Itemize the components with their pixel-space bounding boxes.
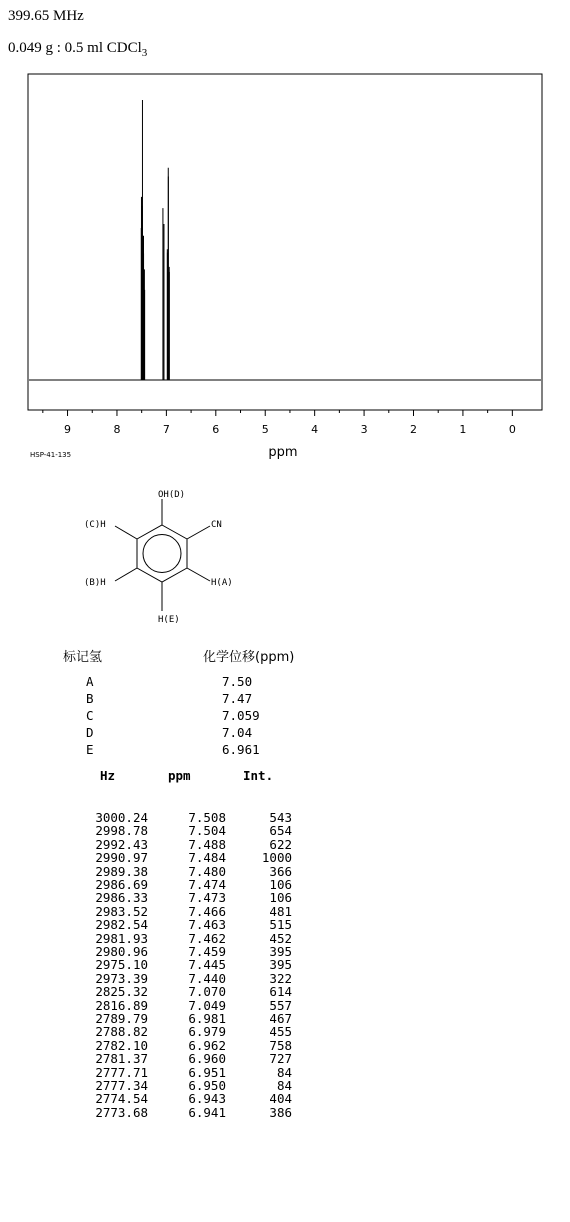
x-tick-label: 4 [311,423,319,436]
ha-bond [187,568,210,581]
peak-hz: 2781.37 [95,1051,148,1067]
peak-hz: 3000.24 [95,810,148,825]
peak-int: 654 [269,823,292,839]
benzene-ring [137,525,187,582]
peak-int: 366 [269,863,292,879]
peak-ppm: 7.474 [188,877,226,892]
x-axis-ticks [43,410,516,436]
peak-hz: 2777.71 [95,1064,148,1080]
peak-int: 481 [269,903,292,919]
peak-ppm: 7.440 [188,970,226,986]
assignment-shift: 7.50 [222,674,253,689]
peak-ppm: 7.480 [188,863,226,879]
peak-hz: 2989.38 [95,863,148,879]
peak-hz: 2975.10 [95,957,148,973]
spectrometer-frequency: 399.65 MHz [8,8,84,24]
peak-int: 543 [269,810,292,825]
peak-lines [141,100,169,380]
peak-ppm: 7.473 [188,890,226,906]
peak-int: 622 [269,836,292,852]
aromatic-circle [143,535,181,573]
peak-ppm: 7.445 [188,957,226,973]
peak-header-ppm: ppm [168,768,191,783]
x-tick-label: 7 [162,423,170,436]
peak-int: 614 [269,984,292,1000]
solvent-text: 0.049 g : 0.5 ml CDCl [8,40,142,56]
peak-hz: 2990.97 [95,850,148,866]
peak-int: 106 [269,877,292,892]
peak-hz: 2774.54 [95,1091,148,1107]
x-tick-label: 5 [261,423,269,436]
assignment-header-shift: 化学位移(ppm) [203,650,295,665]
x-tick-label: 3 [360,423,368,436]
peak-ppm: 7.484 [188,850,226,866]
peak-hz: 2986.69 [95,877,148,892]
peak-header-int: Int. [243,768,274,783]
peak-hz: 2992.43 [95,836,148,852]
peak-ppm: 6.960 [188,1051,226,1067]
peak-int: 557 [269,997,292,1013]
peak-hz: 2986.33 [95,890,148,906]
peak-ppm: 6.962 [188,1037,226,1053]
x-tick-label: 9 [64,423,72,436]
peak-int: 1000 [261,850,292,866]
peak-ppm: 7.070 [188,984,226,1000]
peak-int: 84 [276,1078,292,1093]
peak-hz: 2998.78 [95,823,148,839]
peak-ppm: 7.463 [188,917,226,933]
hb-label: (B)H [84,578,106,588]
peak-hz: 2973.39 [95,970,148,986]
peak-int: 395 [269,944,292,959]
peak-int: 515 [269,917,292,933]
peak-ppm: 7.466 [188,903,226,919]
peak-ppm: 6.941 [188,1104,226,1120]
peak-hz: 2983.52 [95,903,148,919]
peak-ppm: 7.508 [188,810,226,825]
peak-int: 84 [276,1064,292,1080]
peak-int: 404 [269,1091,292,1107]
peak-ppm: 6.951 [188,1064,226,1080]
peak-hz: 2789.79 [95,1011,148,1026]
peak-ppm: 7.488 [188,836,226,852]
peak-hz: 2825.32 [95,984,148,1000]
peak-hz: 2980.96 [95,944,148,959]
assignment-label: C [86,708,94,723]
cn-bond [187,526,210,539]
x-tick-label: 0 [508,423,516,436]
assignment-label: E [86,742,94,757]
peak-ppm: 7.459 [188,944,226,959]
peak-hz: 2777.34 [95,1078,148,1093]
x-tick-label: 8 [113,423,121,436]
peak-hz: 2981.93 [95,930,148,946]
peak-ppm: 7.049 [188,997,226,1013]
ha-label: H(A) [211,578,233,588]
assignment-shift: 7.059 [222,708,260,723]
he-label: H(E) [158,615,180,625]
peak-ppm: 6.943 [188,1091,226,1107]
peak-hz: 2788.82 [95,1024,148,1040]
peak-int: 455 [269,1024,292,1040]
oh-label: OH(D) [158,490,186,500]
peak-int: 452 [269,930,292,946]
peak-hz: 2982.54 [95,917,148,933]
peak-int: 106 [269,890,292,906]
peak-int: 727 [269,1051,292,1067]
molecule-structure [70,485,310,630]
x-axis-label: ppm [268,445,298,460]
peak-ppm: 6.979 [188,1024,226,1040]
x-tick-label: 2 [410,423,417,436]
peak-ppm: 7.462 [188,930,226,946]
peak-int: 395 [269,957,292,973]
assignment-shift: 7.04 [222,725,253,740]
bonds [115,499,210,611]
ring-hexagon [137,525,187,582]
peak-hz: 2816.89 [95,997,148,1013]
cn-label: CN [211,520,222,530]
peak-int: 758 [269,1037,292,1053]
peak-header-hz: Hz [100,768,116,783]
peak-ppm: 6.981 [188,1011,226,1026]
peak-hz: 2782.10 [95,1037,148,1053]
assignment-label: B [86,691,94,706]
nmr-spectrum-chart [0,0,570,470]
plot-frame [28,74,542,410]
peak-int: 322 [269,970,292,986]
x-tick-label: 1 [459,423,467,436]
spectrum-code: HSP-41-135 [30,451,72,459]
peak-ppm: 6.950 [188,1078,226,1093]
x-tick-label: 6 [212,423,220,436]
hc-bond [115,526,137,539]
assignment-label: D [86,725,94,740]
solvent-subscript: 3 [141,47,148,59]
peak-hz: 2773.68 [95,1104,148,1120]
peak-ppm: 7.504 [188,823,226,839]
assignment-header-hydrogen: 标记氢 [63,650,103,665]
hb-bond [115,568,137,581]
assignment-shift: 7.47 [222,691,253,706]
peak-int: 386 [269,1104,292,1120]
assignment-shift: 6.961 [222,742,260,757]
hc-label: (C)H [84,520,106,530]
peak-int: 467 [269,1011,292,1026]
assignment-label: A [86,674,94,689]
